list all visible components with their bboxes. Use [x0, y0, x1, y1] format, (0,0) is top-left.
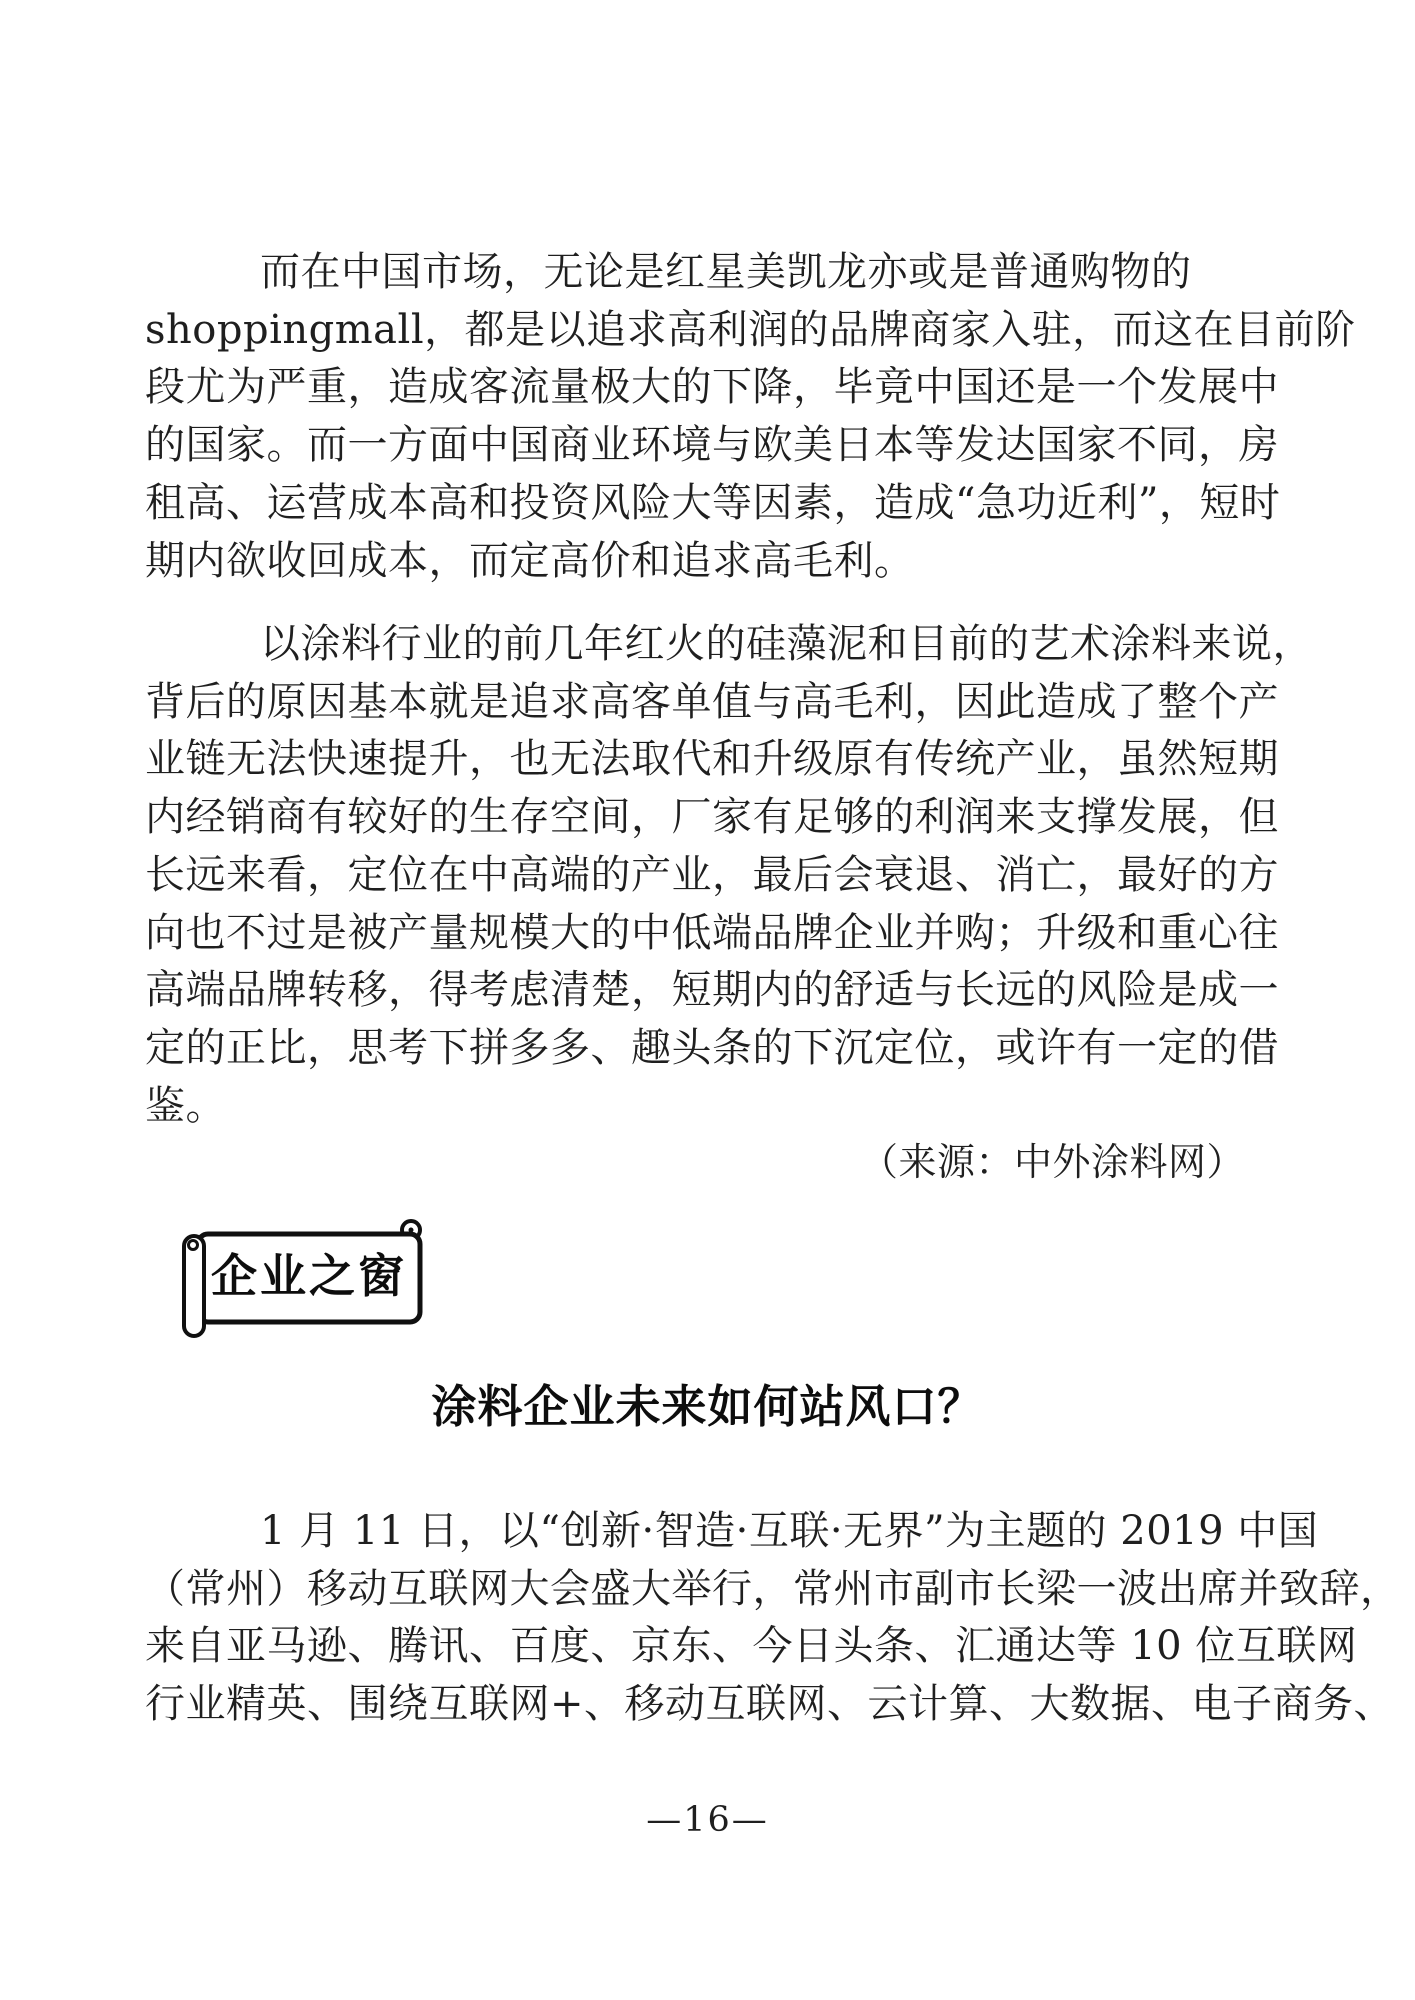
text-line: 行业精英、围绕互联网+、移动互联网、云计算、大数据、电子商务、: [145, 1681, 1395, 1728]
scroll-curl-top-left-icon: [189, 1241, 198, 1250]
text-line: shoppingmall，都是以追求高利润的品牌商家入驻，而这在目前阶: [145, 306, 1356, 353]
text-line: 的国家。而一方面中国商业环境与欧美日本等发达国家不同，房: [145, 422, 1279, 469]
text-line: 来自亚马逊、腾讯、百度、京东、今日头条、汇通达等 10 位互联网: [145, 1623, 1358, 1670]
text-line: 高端品牌转移，得考虑清楚，短期内的舒适与长远的风险是成一: [145, 967, 1279, 1014]
text-line: 租高、运营成本高和投资风险大等因素，造成“急功近利”，短时: [145, 479, 1281, 526]
text-line: 业链无法快速提升，也无法取代和升级原有传统产业，虽然短期: [145, 736, 1279, 783]
text-line: 向也不过是被产量规模大的中低端品牌企业并购；升级和重心往: [145, 909, 1279, 956]
text-line: 期内欲收回成本，而定高价和追求高毛利。: [145, 537, 915, 584]
text-line: 内经销商有较好的生存空间，厂家有足够的利润来支撑发展，但: [145, 794, 1279, 841]
text-line: 长远来看，定位在中高端的产业，最后会衰退、消亡，最好的方: [145, 851, 1279, 898]
text-line: 以涂料行业的前几年红火的硅藻泥和目前的艺术涂料来说，: [260, 621, 1313, 667]
paragraph-enterprise-1: [145, 1503, 1401, 1734]
text-line: 段尤为严重，造成客流量极大的下降，毕竟中国还是一个发展中: [145, 364, 1279, 411]
text-line: 而在中国市场，无论是红星美凯龙亦或是普通购物的: [260, 249, 1192, 295]
source-attribution: [145, 1134, 1245, 1190]
paragraph-market-1: [145, 244, 1356, 590]
section-banner-label: 企业之窗: [211, 1249, 407, 1303]
text-line: 背后的原因基本就是追求高客单值与高毛利，因此造成了整个产: [145, 678, 1279, 725]
article-headline: 涂料企业未来如何站风口？: [431, 1380, 984, 1433]
text-line: 1 月 11 日，以“创新·智造·互联·无界”为主题的 2019 中国: [260, 1508, 1319, 1554]
paragraph-market-2: [145, 616, 1313, 1135]
page-number: —16—: [646, 1800, 769, 1840]
text-line: （常州）移动互联网大会盛大举行，常州市副市长梁一波出席并致辞，: [145, 1565, 1401, 1612]
text-line: 鉴。: [145, 1082, 226, 1129]
text-line: 定的正比，思考下拼多多、趣头条的下沉定位，或许有一定的借: [145, 1024, 1279, 1071]
source-text: （来源：中外涂料网）: [859, 1140, 1245, 1184]
